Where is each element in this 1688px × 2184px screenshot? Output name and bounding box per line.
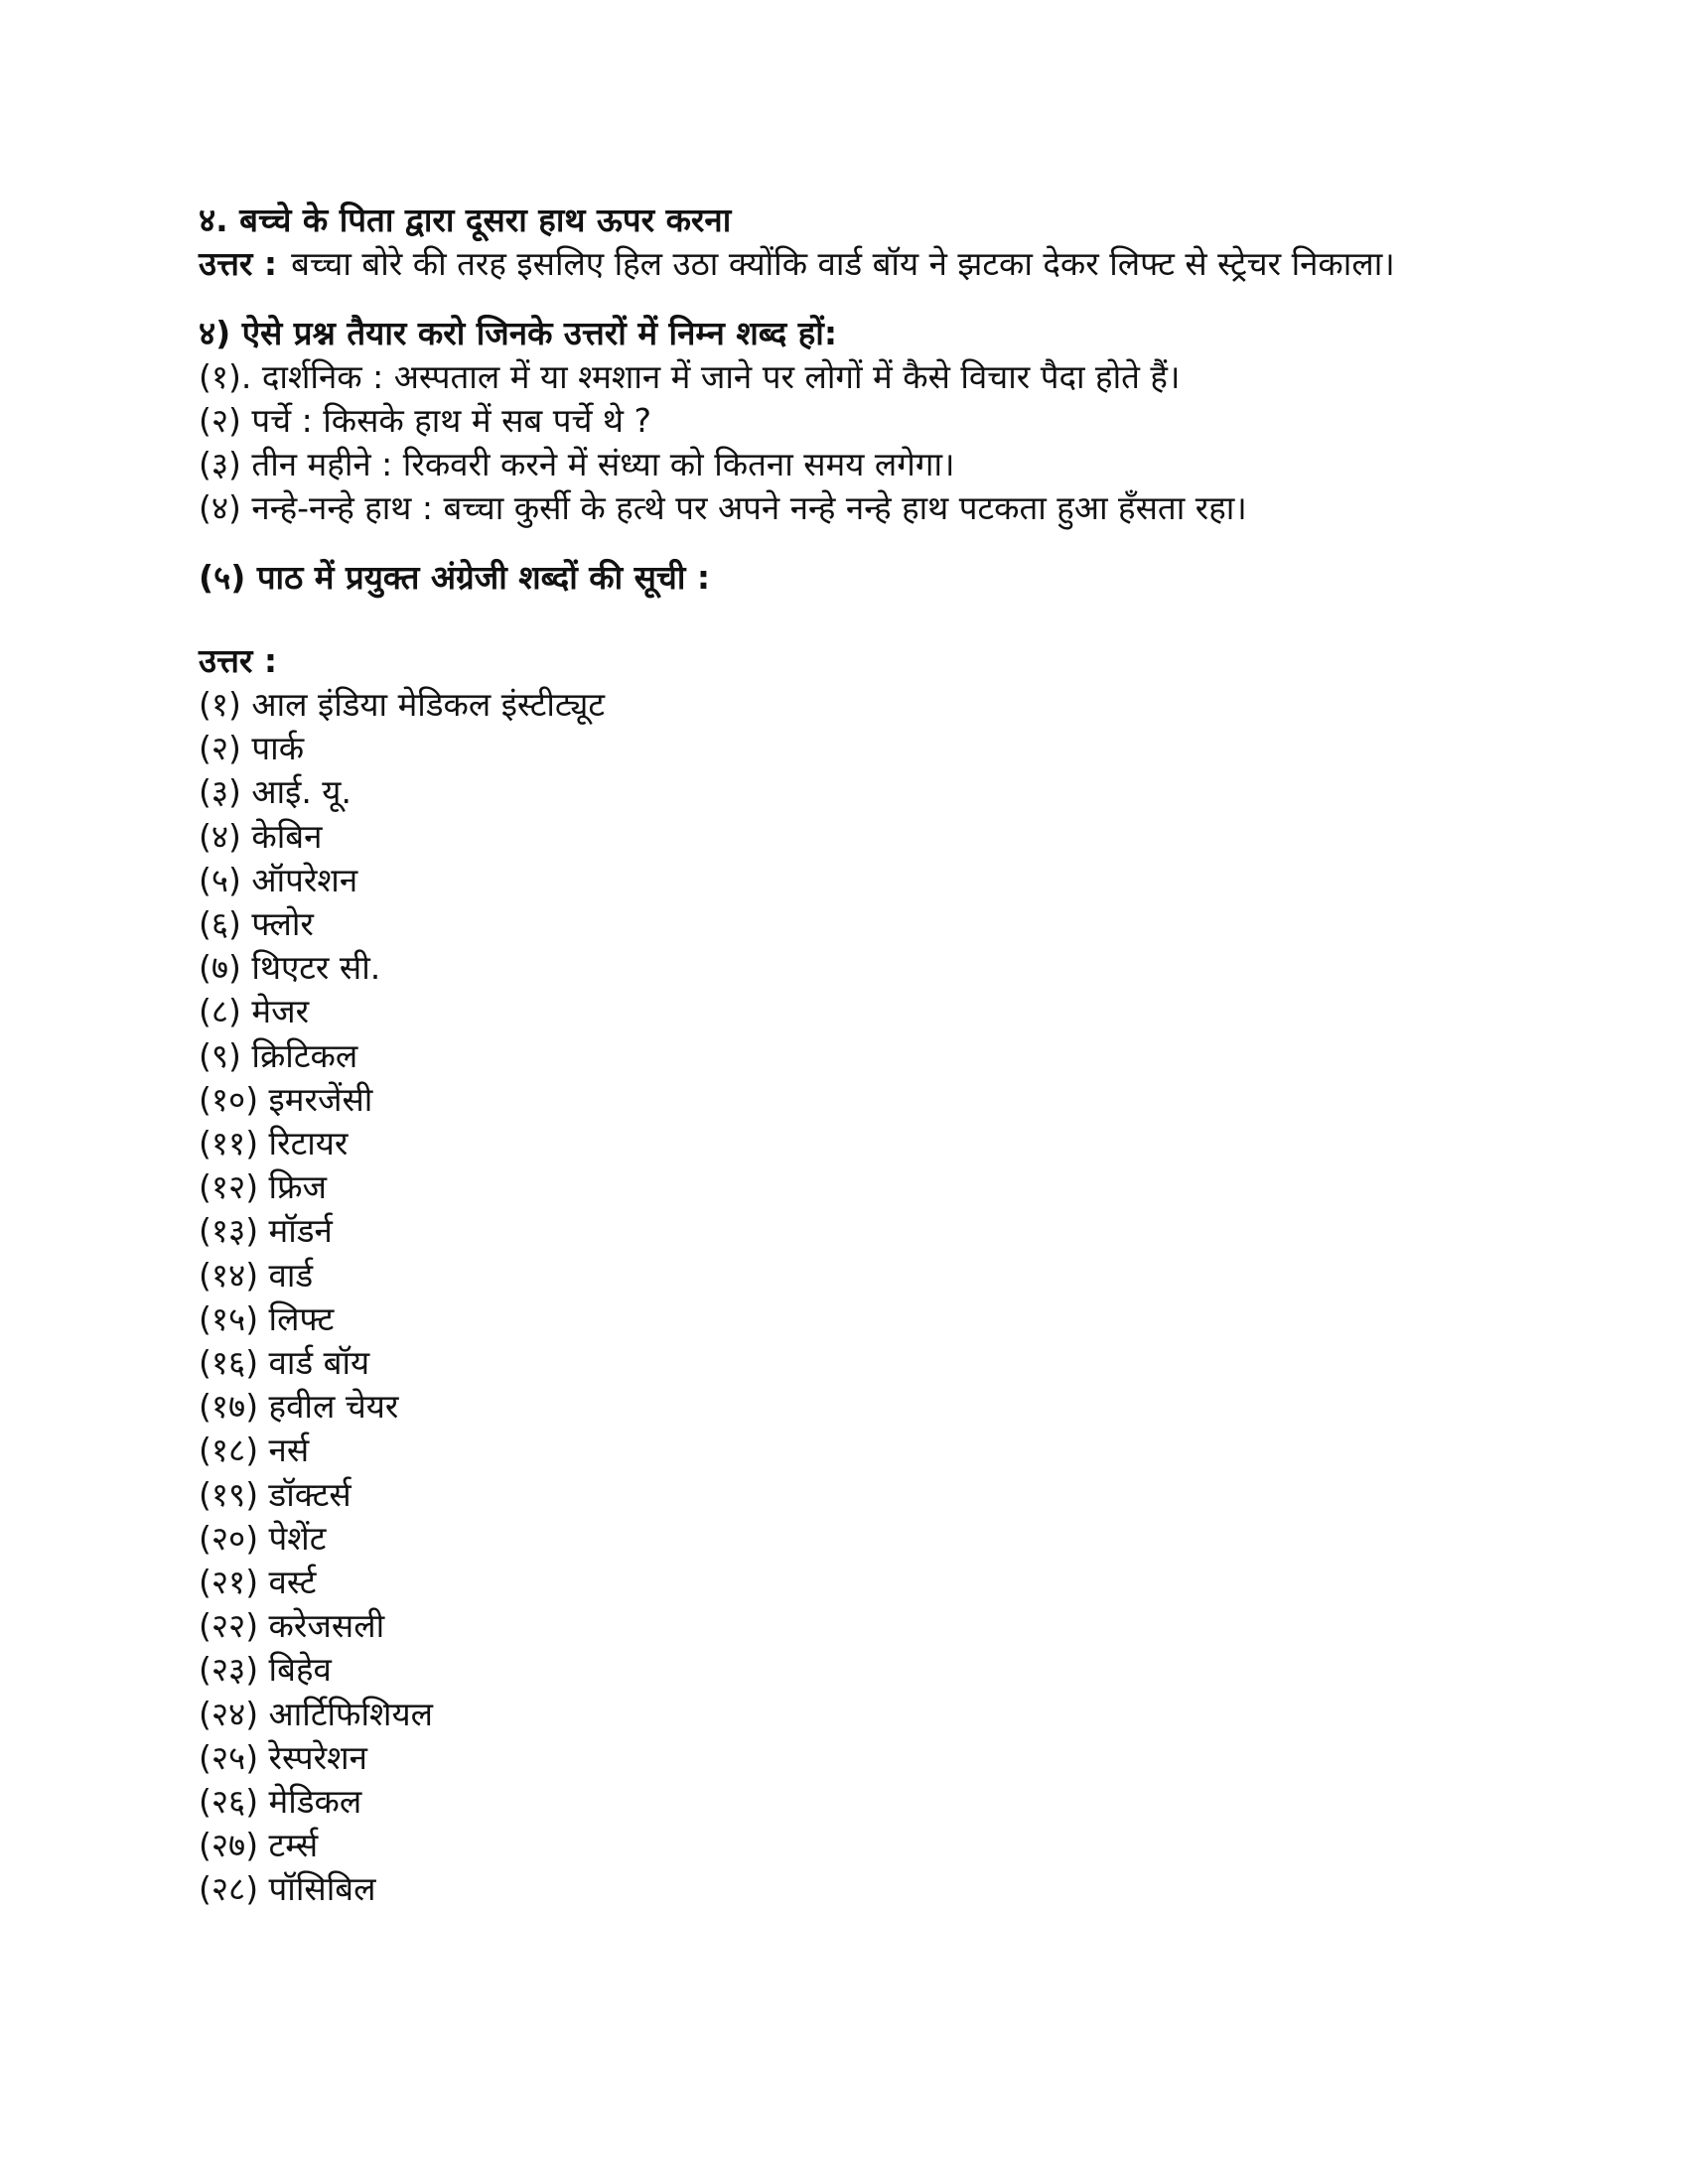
question4-heading: ४) ऐसे प्रश्न तैयार करो जिनके उत्तरों में निम्न शब्द हों: — [199, 314, 838, 352]
question5-heading: (५) पाठ में प्रयुक्त अंग्रेजी शब्दों की सूची : — [199, 558, 711, 597]
list-item: (२८) पॉसिबिल — [199, 1869, 376, 1909]
question4-item: (१). दार्शनिक : अस्पताल में या श्मशान में जाने पर लोगों में कैसे विचार पैदा होते हैं। — [199, 357, 1181, 396]
list-item: (५) ऑपरेशन — [199, 860, 358, 899]
list-item: (४) केबिन — [199, 816, 323, 856]
list-item: (१४) वार्ड — [199, 1255, 314, 1295]
list-item: (३) आई. यू. — [199, 772, 352, 812]
list-item: (२५) रेस्परेशन — [199, 1737, 367, 1777]
list-item: (२) पार्क — [199, 729, 305, 768]
list-item: (१०) इमरजेंसी — [199, 1079, 373, 1119]
question4-item: (३) तीन महीने : रिकवरी करने में संध्या को कितना समय लगेगा। — [199, 445, 955, 483]
list-item: (१३) मॉडर्न — [199, 1211, 333, 1251]
list-item: (१५) लिफ्ट — [199, 1298, 335, 1338]
question5-answer-label: उत्तर : — [199, 641, 278, 680]
list-item: (२२) करेजसली — [199, 1606, 385, 1646]
list-item: (७) थिएटर सी. — [199, 948, 381, 988]
list-item: (१) आल इंडिया मेडिकल इंस्टीट्यूट — [199, 685, 606, 724]
list-item: (१६) वार्ड बॉय — [199, 1343, 370, 1383]
list-item: (९) क्रिटिकल — [199, 1035, 358, 1075]
list-item: (२३) बिहेव — [199, 1650, 332, 1690]
answer-label: उत्तर : — [199, 244, 278, 283]
section4-item-heading: ४. बच्चे के पिता द्वारा दूसरा हाथ ऊपर करना — [199, 201, 732, 239]
list-item: (१९) डॉक्टर्स — [199, 1474, 352, 1514]
list-item: (१७) हवील चेयर — [199, 1387, 399, 1427]
spacer — [199, 530, 1589, 556]
list-item: (२६) मेडिकल — [199, 1782, 362, 1822]
list-item: (२०) पेशेंट — [199, 1518, 327, 1558]
list-item: (२४) आर्टिफिशियल — [199, 1694, 433, 1733]
spacer — [199, 600, 1589, 639]
document-page — [199, 199, 1589, 1912]
question4-item: (२) पर्चे : किसके हाथ में सब पर्चे थे ? — [199, 401, 652, 440]
question4-item: (४) नन्हे-नन्हे हाथ : बच्चा कुर्सी के हत्थे पर अपने नन्हे नन्हे हाथ पटकता हुआ हँसता रहा। — [199, 488, 1247, 527]
list-item: (८) मेजर — [199, 992, 310, 1031]
list-item: (१८) नर्स — [199, 1431, 310, 1470]
spacer — [199, 286, 1589, 312]
english-word-list — [199, 683, 1589, 1912]
list-item: (२७) टर्म्स — [199, 1826, 319, 1865]
list-item: (११) रिटायर — [199, 1124, 349, 1163]
section4-item-answer — [199, 242, 1589, 286]
list-item: (२१) वर्स्ट — [199, 1563, 317, 1602]
list-item: (१२) फ्रिज — [199, 1167, 328, 1207]
answer-text: बच्चा बोरे की तरह इसलिए हिल उठा क्योंकि वार्ड बॉय ने झटका देकर लिफ्ट से स्ट्रेचर निकाला। — [291, 244, 1395, 283]
list-item: (६) फ्लोर — [199, 904, 314, 944]
